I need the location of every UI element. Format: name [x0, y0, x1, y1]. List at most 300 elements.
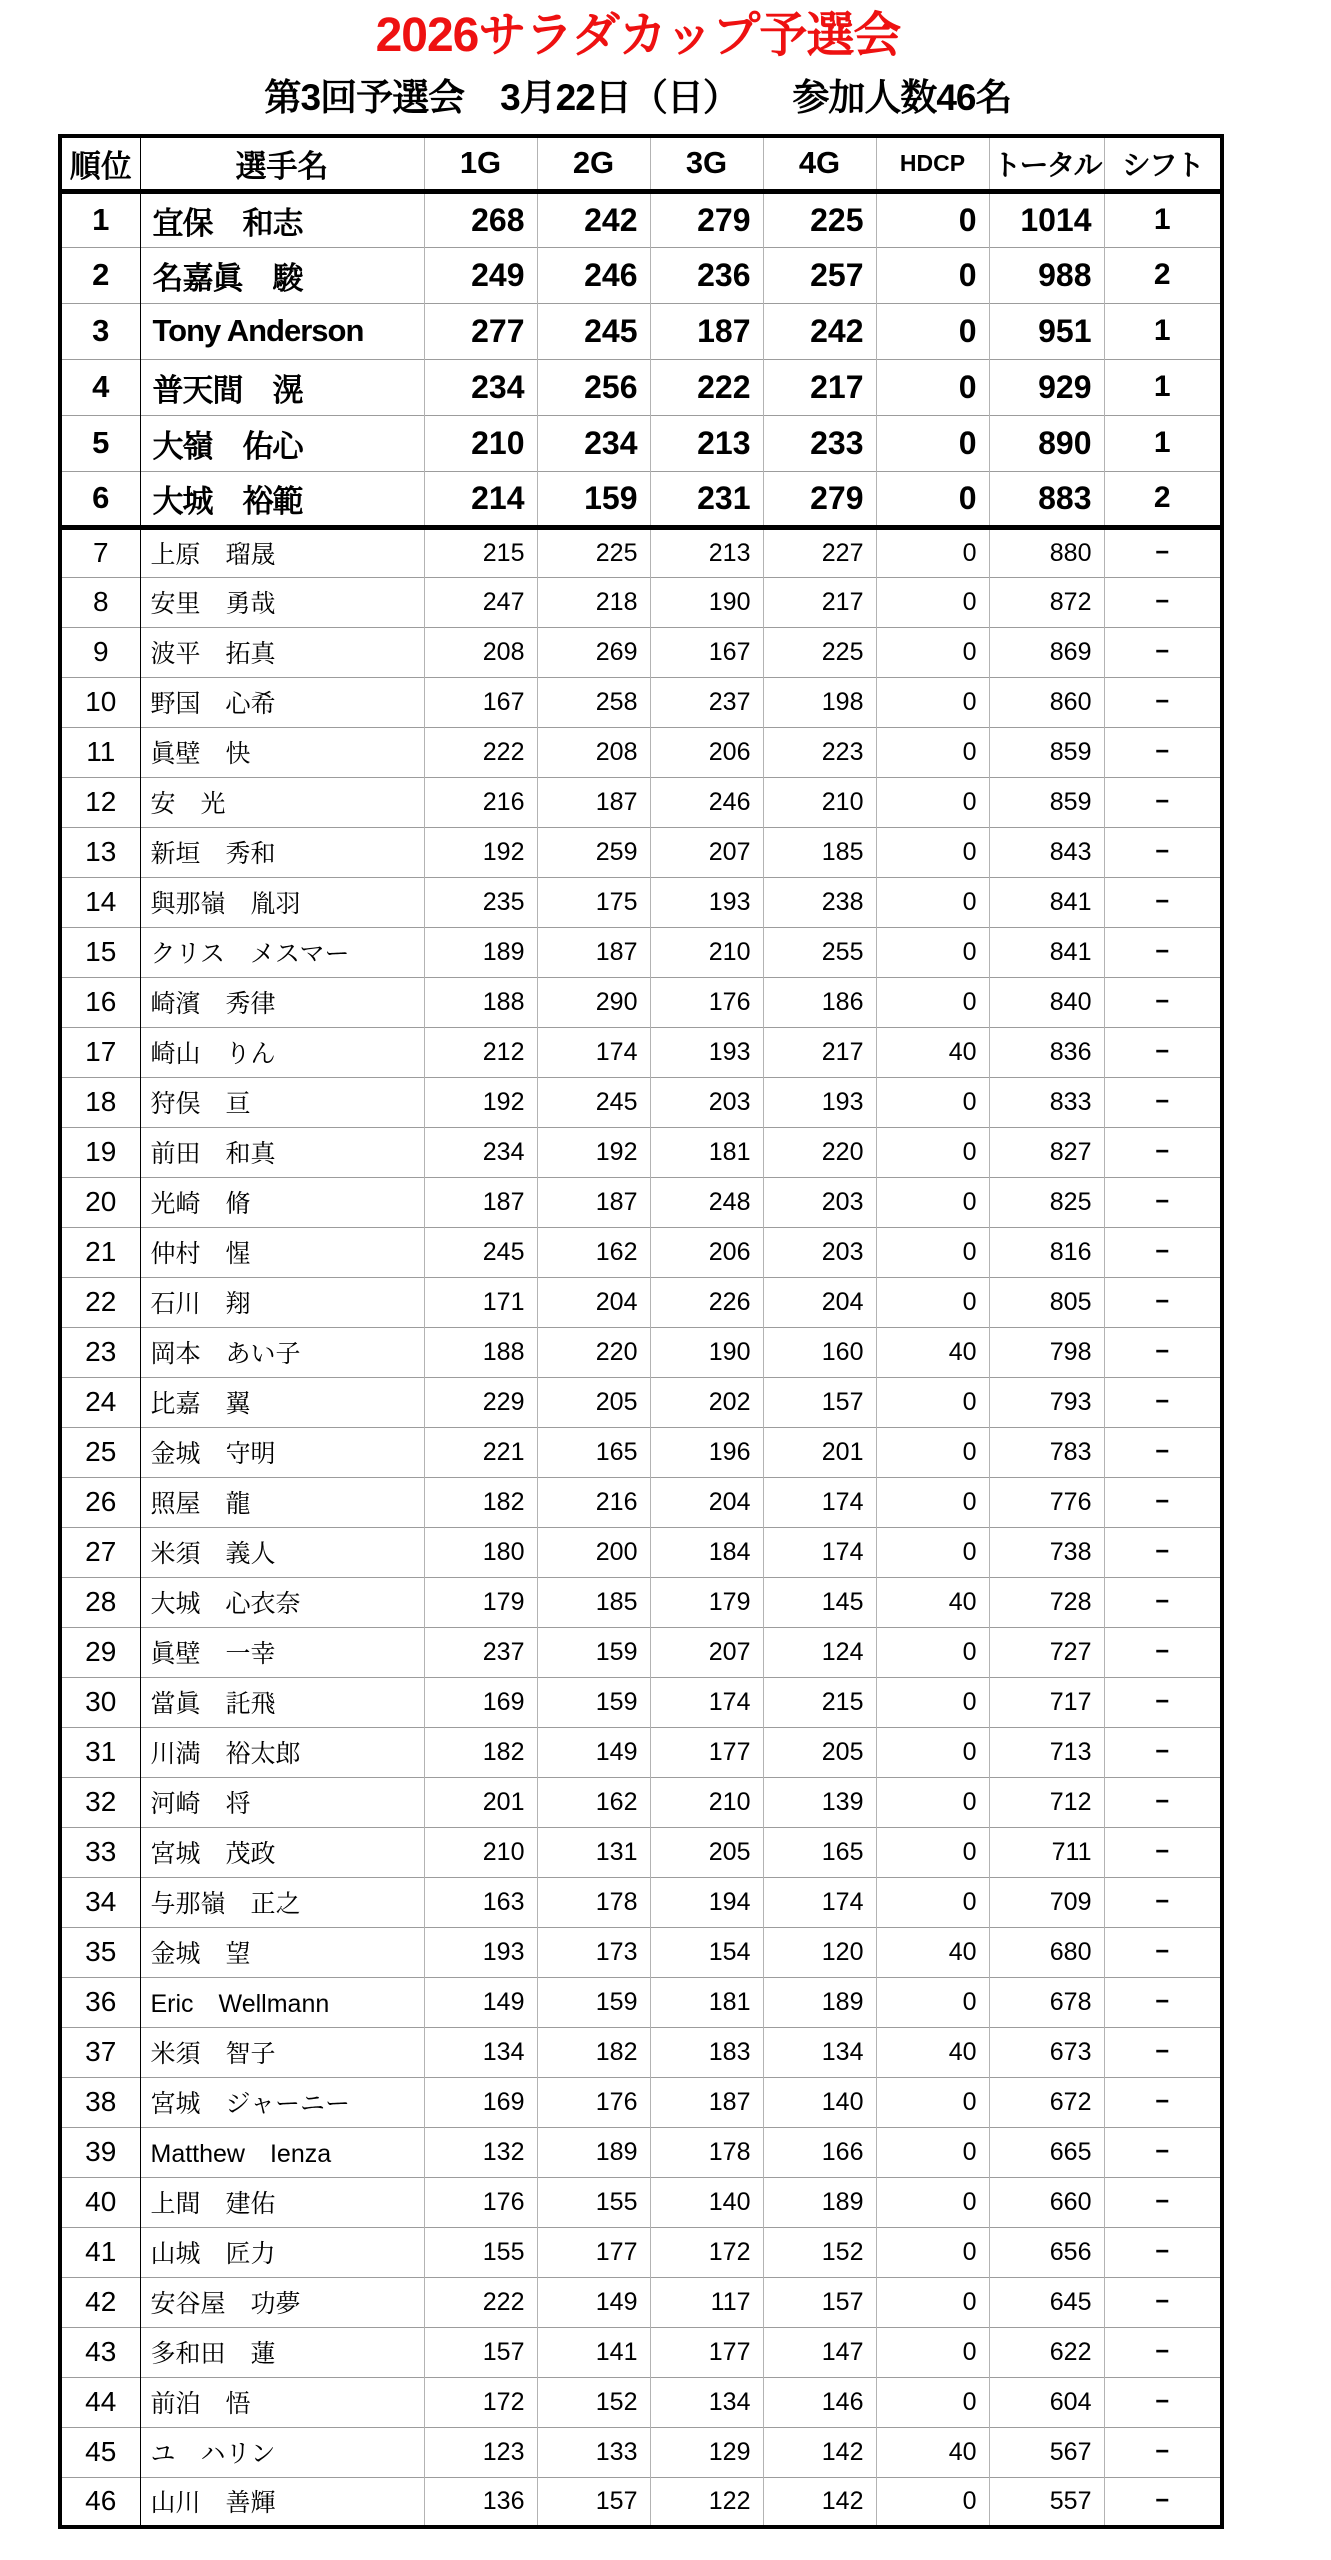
- table-row: [60, 191, 1222, 247]
- hdcp-cell: 0: [876, 2277, 989, 2327]
- rank-cell: 32: [60, 1777, 140, 1827]
- game2-cell: 133: [537, 2427, 650, 2477]
- shift-cell: −: [1104, 2127, 1222, 2177]
- game2-cell: 157: [537, 2477, 650, 2527]
- rank-cell: 1: [92, 202, 110, 237]
- player-name-cell: 多和田 蓮: [140, 2327, 424, 2377]
- game2-cell: 208: [537, 727, 650, 777]
- total-cell: 567: [989, 2427, 1104, 2477]
- game3-cell: 213: [650, 527, 763, 577]
- player-name-cell: 川満 裕太郎: [140, 1727, 424, 1777]
- player-name-cell: 上原 瑠晟: [140, 527, 424, 577]
- game4-cell: 279: [763, 471, 876, 527]
- player-name-cell: 野国 心希: [140, 677, 424, 727]
- table-row: [60, 2477, 1222, 2527]
- player-name-cell: 崎濱 秀律: [140, 977, 424, 1027]
- total-cell: 557: [989, 2477, 1104, 2527]
- game1-cell: 182: [424, 1727, 537, 1777]
- hdcp-cell: 40: [876, 2027, 989, 2077]
- table-row: [60, 1777, 1222, 1827]
- game1-cell: 136: [424, 2477, 537, 2527]
- game2-cell: 245: [537, 1077, 650, 1127]
- rank-cell: 42: [60, 2277, 140, 2327]
- rank-cell: 24: [60, 1377, 140, 1427]
- header-player-name: 選手名: [140, 136, 424, 191]
- table-row: [60, 1477, 1222, 1527]
- player-name-cell: 安 光: [140, 777, 424, 827]
- shift-cell: −: [1104, 1827, 1222, 1877]
- game3-cell: 236: [650, 247, 763, 303]
- total-cell: 833: [989, 1077, 1104, 1127]
- game2-cell: 225: [537, 527, 650, 577]
- game2-cell: 173: [537, 1927, 650, 1977]
- game1-cell: 157: [424, 2327, 537, 2377]
- player-name-cell: 大城 裕範: [140, 471, 424, 527]
- player-name-cell: 大嶺 佑心: [140, 415, 424, 471]
- hdcp-cell: 0: [876, 303, 989, 359]
- shift-cell: −: [1104, 1027, 1222, 1077]
- game4-cell: 204: [763, 1277, 876, 1327]
- game4-cell: 157: [763, 1377, 876, 1427]
- game3-cell: 190: [650, 577, 763, 627]
- table-row: [60, 1677, 1222, 1727]
- game3-cell: 207: [650, 1627, 763, 1677]
- game4-cell: 238: [763, 877, 876, 927]
- table-row: [60, 1277, 1222, 1327]
- hdcp-cell: 0: [876, 1777, 989, 1827]
- game1-cell: 214: [424, 471, 537, 527]
- game3-cell: 172: [650, 2227, 763, 2277]
- game2-cell: 192: [537, 1127, 650, 1177]
- hdcp-cell: 0: [876, 627, 989, 677]
- game2-cell: 242: [537, 191, 650, 247]
- game1-cell: 212: [424, 1027, 537, 1077]
- hdcp-cell: 0: [876, 577, 989, 627]
- game1-cell: 192: [424, 1077, 537, 1127]
- game1-cell: 249: [424, 247, 537, 303]
- game4-cell: 242: [763, 303, 876, 359]
- player-name-cell: 照屋 龍: [140, 1477, 424, 1527]
- rank-cell: 41: [60, 2227, 140, 2277]
- game3-cell: 202: [650, 1377, 763, 1427]
- player-name-cell: 波平 拓真: [140, 627, 424, 677]
- game4-cell: 203: [763, 1177, 876, 1227]
- player-name-cell: 狩俣 亘: [140, 1077, 424, 1127]
- game4-cell: 160: [763, 1327, 876, 1377]
- game1-cell: 222: [424, 2277, 537, 2327]
- rank-cell: 27: [60, 1527, 140, 1577]
- rank-cell: 30: [60, 1677, 140, 1727]
- table-row: [60, 2427, 1222, 2477]
- total-cell: 678: [989, 1977, 1104, 2027]
- table-row: [60, 1077, 1222, 1127]
- shift-cell: −: [1104, 1177, 1222, 1227]
- rank-cell: 39: [60, 2127, 140, 2177]
- game2-cell: 220: [537, 1327, 650, 1377]
- table-row: [60, 2327, 1222, 2377]
- rank-cell: 15: [60, 927, 140, 977]
- game2-cell: 174: [537, 1027, 650, 1077]
- rank-cell: 40: [60, 2177, 140, 2227]
- game3-cell: 187: [650, 303, 763, 359]
- game3-cell: 222: [650, 359, 763, 415]
- player-name-cell: 崎山 りん: [140, 1027, 424, 1077]
- game4-cell: 146: [763, 2377, 876, 2427]
- game1-cell: 237: [424, 1627, 537, 1677]
- game2-cell: 187: [537, 777, 650, 827]
- game4-cell: 227: [763, 527, 876, 577]
- total-cell: 711: [989, 1827, 1104, 1877]
- total-cell: 645: [989, 2277, 1104, 2327]
- game1-cell: 268: [424, 191, 537, 247]
- game3-cell: 207: [650, 827, 763, 877]
- game3-cell: 246: [650, 777, 763, 827]
- shift-cell: −: [1104, 627, 1222, 677]
- hdcp-cell: 0: [876, 1677, 989, 1727]
- hdcp-cell: 0: [876, 1627, 989, 1677]
- table-row: [60, 2027, 1222, 2077]
- game1-cell: 169: [424, 2077, 537, 2127]
- game4-cell: 174: [763, 1877, 876, 1927]
- shift-cell: −: [1104, 2227, 1222, 2277]
- table-row: [60, 927, 1222, 977]
- game2-cell: 259: [537, 827, 650, 877]
- game1-cell: 167: [424, 677, 537, 727]
- total-cell: 929: [989, 359, 1104, 415]
- game2-cell: 269: [537, 627, 650, 677]
- game3-cell: 181: [650, 1127, 763, 1177]
- shift-cell: 1: [1104, 303, 1222, 359]
- game1-cell: 222: [424, 727, 537, 777]
- table-row: [60, 2177, 1222, 2227]
- game3-cell: 181: [650, 1977, 763, 2027]
- player-name-cell: 大城 心衣奈: [140, 1577, 424, 1627]
- game3-cell: 190: [650, 1327, 763, 1377]
- game3-cell: 193: [650, 877, 763, 927]
- game4-cell: 217: [763, 359, 876, 415]
- game1-cell: 163: [424, 1877, 537, 1927]
- rank-cell: 3: [60, 303, 140, 359]
- hdcp-cell: 0: [876, 677, 989, 727]
- rank-cell: 20: [60, 1177, 140, 1227]
- rank-cell: 18: [60, 1077, 140, 1127]
- game3-cell: 167: [650, 627, 763, 677]
- rank-cell: 44: [60, 2377, 140, 2427]
- player-name-cell: 米須 義人: [140, 1527, 424, 1577]
- total-cell: 713: [989, 1727, 1104, 1777]
- hdcp-cell: 0: [876, 1127, 989, 1177]
- game3-cell: 203: [650, 1077, 763, 1127]
- game3-cell: 177: [650, 2327, 763, 2377]
- rank-cell: 45: [60, 2427, 140, 2477]
- header-game4: 4G: [763, 136, 876, 191]
- hdcp-cell: 0: [876, 415, 989, 471]
- player-name-cell: ユ ハリン: [140, 2427, 424, 2477]
- player-name-cell: 比嘉 翼: [140, 1377, 424, 1427]
- rank-cell: 12: [60, 777, 140, 827]
- total-cell: 793: [989, 1377, 1104, 1427]
- game1-cell: 210: [424, 415, 537, 471]
- player-name-cell: 前田 和真: [140, 1127, 424, 1177]
- game3-cell: 179: [650, 1577, 763, 1627]
- hdcp-cell: 0: [876, 1527, 989, 1577]
- game3-cell: 206: [650, 1227, 763, 1277]
- table-row: [60, 527, 1222, 577]
- total-cell: 836: [989, 1027, 1104, 1077]
- game2-cell: 189: [537, 2127, 650, 2177]
- hdcp-cell: 0: [876, 927, 989, 977]
- game1-cell: 189: [424, 927, 537, 977]
- game1-cell: 245: [424, 1227, 537, 1277]
- table-row: [60, 1427, 1222, 1477]
- game1-cell: 182: [424, 1477, 537, 1527]
- results-table-header: [60, 136, 1222, 191]
- table-row: [60, 247, 1222, 303]
- table-row: [60, 1627, 1222, 1677]
- shift-cell: −: [1104, 2327, 1222, 2377]
- player-name-cell: 金城 守明: [140, 1427, 424, 1477]
- total-cell: 859: [989, 777, 1104, 827]
- rank-cell: 10: [60, 677, 140, 727]
- player-name-cell: 光崎 脩: [140, 1177, 424, 1227]
- table-row: [60, 1377, 1222, 1427]
- shift-cell: −: [1104, 727, 1222, 777]
- shift-cell: −: [1104, 2427, 1222, 2477]
- game2-cell: 149: [537, 1727, 650, 1777]
- game3-cell: 174: [650, 1677, 763, 1727]
- shift-cell: 2: [1104, 247, 1222, 303]
- rank-cell: 17: [60, 1027, 140, 1077]
- table-row: [60, 1727, 1222, 1777]
- table-row: [60, 1227, 1222, 1277]
- game2-cell: 290: [537, 977, 650, 1027]
- game4-cell: 140: [763, 2077, 876, 2127]
- game4-cell: 189: [763, 1977, 876, 2027]
- shift-cell: −: [1104, 2027, 1222, 2077]
- game3-cell: 237: [650, 677, 763, 727]
- shift-cell: −: [1104, 977, 1222, 1027]
- table-row: [60, 577, 1222, 627]
- shift-cell: −: [1104, 1327, 1222, 1377]
- hdcp-cell: 0: [876, 1977, 989, 2027]
- hdcp-cell: 0: [876, 1427, 989, 1477]
- player-name-cell: 与那嶺 正之: [140, 1877, 424, 1927]
- player-name-cell: 米須 智子: [140, 2027, 424, 2077]
- rank-cell: 35: [60, 1927, 140, 1977]
- player-name-cell: 名嘉眞 駿: [140, 247, 424, 303]
- game2-cell: 178: [537, 1877, 650, 1927]
- game1-cell: 188: [424, 977, 537, 1027]
- shift-cell: −: [1104, 2377, 1222, 2427]
- total-cell: 805: [989, 1277, 1104, 1327]
- shift-cell: −: [1104, 2177, 1222, 2227]
- game3-cell: 154: [650, 1927, 763, 1977]
- game1-cell: 192: [424, 827, 537, 877]
- game3-cell: 177: [650, 1727, 763, 1777]
- shift-cell: −: [1104, 2277, 1222, 2327]
- hdcp-cell: 0: [876, 2227, 989, 2277]
- hdcp-cell: 0: [876, 2177, 989, 2227]
- game1-cell: 180: [424, 1527, 537, 1577]
- game2-cell: 187: [537, 1177, 650, 1227]
- hdcp-cell: 0: [876, 2477, 989, 2527]
- shift-cell: −: [1104, 527, 1222, 577]
- game4-cell: 217: [763, 1027, 876, 1077]
- header-hdcp: HDCP: [876, 136, 989, 191]
- game4-cell: 217: [763, 577, 876, 627]
- hdcp-cell: 0: [876, 2377, 989, 2427]
- total-cell: 988: [989, 247, 1104, 303]
- total-cell: 827: [989, 1127, 1104, 1177]
- hdcp-cell: 0: [876, 827, 989, 877]
- player-name-cell: Matthew Ienza: [140, 2127, 424, 2177]
- game4-cell: 120: [763, 1927, 876, 1977]
- shift-cell: −: [1104, 1777, 1222, 1827]
- table-row: [60, 627, 1222, 677]
- game3-cell: 210: [650, 927, 763, 977]
- table-row: [60, 2377, 1222, 2427]
- total-cell: 841: [989, 877, 1104, 927]
- shift-cell: 1: [1104, 415, 1222, 471]
- game2-cell: 245: [537, 303, 650, 359]
- hdcp-cell: 0: [876, 2077, 989, 2127]
- game4-cell: 205: [763, 1727, 876, 1777]
- header-shift: シフト: [1104, 136, 1222, 191]
- game1-cell: 179: [424, 1577, 537, 1627]
- game2-cell: 152: [537, 2377, 650, 2427]
- player-name-cell: 眞壁 快: [140, 727, 424, 777]
- total-cell: 860: [989, 677, 1104, 727]
- rank-cell: 8: [60, 577, 140, 627]
- hdcp-cell: 0: [876, 777, 989, 827]
- total-cell: 709: [989, 1877, 1104, 1927]
- shift-cell: −: [1104, 1527, 1222, 1577]
- rank-cell: 29: [60, 1627, 140, 1677]
- game2-cell: 149: [537, 2277, 650, 2327]
- rank-cell: 46: [60, 2477, 140, 2527]
- game4-cell: 210: [763, 777, 876, 827]
- total-cell: 890: [989, 415, 1104, 471]
- game4-cell: 166: [763, 2127, 876, 2177]
- total-cell: 883: [989, 471, 1104, 527]
- table-row: [60, 2127, 1222, 2177]
- total-cell: 712: [989, 1777, 1104, 1827]
- table-row: [60, 777, 1222, 827]
- game2-cell: 218: [537, 577, 650, 627]
- shift-cell: −: [1104, 777, 1222, 827]
- game4-cell: 225: [763, 627, 876, 677]
- hdcp-cell: 40: [876, 1577, 989, 1627]
- game1-cell: 155: [424, 2227, 537, 2277]
- game3-cell: 187: [650, 2077, 763, 2127]
- hdcp-cell: 0: [876, 727, 989, 777]
- total-cell: 816: [989, 1227, 1104, 1277]
- hdcp-cell: 0: [876, 1727, 989, 1777]
- total-cell: 1014: [989, 191, 1104, 247]
- shift-cell: −: [1104, 1427, 1222, 1477]
- game1-cell: 277: [424, 303, 537, 359]
- game4-cell: 198: [763, 677, 876, 727]
- game3-cell: 210: [650, 1777, 763, 1827]
- game3-cell: 231: [650, 471, 763, 527]
- total-cell: 656: [989, 2227, 1104, 2277]
- hdcp-cell: 0: [876, 191, 989, 247]
- rank-cell: 23: [60, 1327, 140, 1377]
- game4-cell: 174: [763, 1527, 876, 1577]
- shift-cell: −: [1104, 1927, 1222, 1977]
- total-cell: 843: [989, 827, 1104, 877]
- table-row: [60, 977, 1222, 1027]
- player-name-cell: 安谷屋 功夢: [140, 2277, 424, 2327]
- game1-cell: 169: [424, 1677, 537, 1727]
- game2-cell: 200: [537, 1527, 650, 1577]
- game3-cell: 140: [650, 2177, 763, 2227]
- total-cell: 660: [989, 2177, 1104, 2227]
- game4-cell: 257: [763, 247, 876, 303]
- rank-cell: 26: [60, 1477, 140, 1527]
- game3-cell: 134: [650, 2377, 763, 2427]
- game1-cell: 221: [424, 1427, 537, 1477]
- rank-cell: 21: [60, 1227, 140, 1277]
- table-row: [60, 2277, 1222, 2327]
- rank-cell: 36: [60, 1977, 140, 2027]
- shift-cell: −: [1104, 2077, 1222, 2127]
- game2-cell: 175: [537, 877, 650, 927]
- rank-cell: 2: [60, 247, 140, 303]
- game3-cell: 122: [650, 2477, 763, 2527]
- shift-cell: −: [1104, 1577, 1222, 1627]
- game2-cell: 159: [537, 1977, 650, 2027]
- shift-cell: −: [1104, 1127, 1222, 1177]
- game4-cell: 215: [763, 1677, 876, 1727]
- shift-cell: −: [1104, 677, 1222, 727]
- total-cell: 841: [989, 927, 1104, 977]
- game4-cell: 223: [763, 727, 876, 777]
- header-block: [58, 0, 1218, 134]
- total-cell: 872: [989, 577, 1104, 627]
- total-cell: 728: [989, 1577, 1104, 1627]
- game3-cell: 193: [650, 1027, 763, 1077]
- results-table: [58, 134, 1224, 2529]
- game2-cell: 159: [537, 471, 650, 527]
- table-row: [60, 1827, 1222, 1877]
- game1-cell: 172: [424, 2377, 537, 2427]
- rank-cell: 4: [60, 359, 140, 415]
- game4-cell: 165: [763, 1827, 876, 1877]
- game1-cell: 193: [424, 1927, 537, 1977]
- game1-cell: 235: [424, 877, 537, 927]
- game4-cell: 255: [763, 927, 876, 977]
- game4-cell: 134: [763, 2027, 876, 2077]
- rank-cell: 7: [60, 527, 140, 577]
- header-game1: 1G: [424, 136, 537, 191]
- header-total: トータル: [989, 136, 1104, 191]
- table-row: [60, 1527, 1222, 1577]
- game2-cell: 204: [537, 1277, 650, 1327]
- game4-cell: 124: [763, 1627, 876, 1677]
- game3-cell: 129: [650, 2427, 763, 2477]
- hdcp-cell: 0: [876, 1377, 989, 1427]
- rank-cell: 37: [60, 2027, 140, 2077]
- rank-cell: 16: [60, 977, 140, 1027]
- hdcp-cell: 0: [876, 1077, 989, 1127]
- table-row: [60, 1327, 1222, 1377]
- rank-cell: 34: [60, 1877, 140, 1927]
- rank-cell: 25: [60, 1427, 140, 1477]
- hdcp-cell: 0: [876, 2327, 989, 2377]
- game2-cell: 162: [537, 1227, 650, 1277]
- hdcp-cell: 40: [876, 1027, 989, 1077]
